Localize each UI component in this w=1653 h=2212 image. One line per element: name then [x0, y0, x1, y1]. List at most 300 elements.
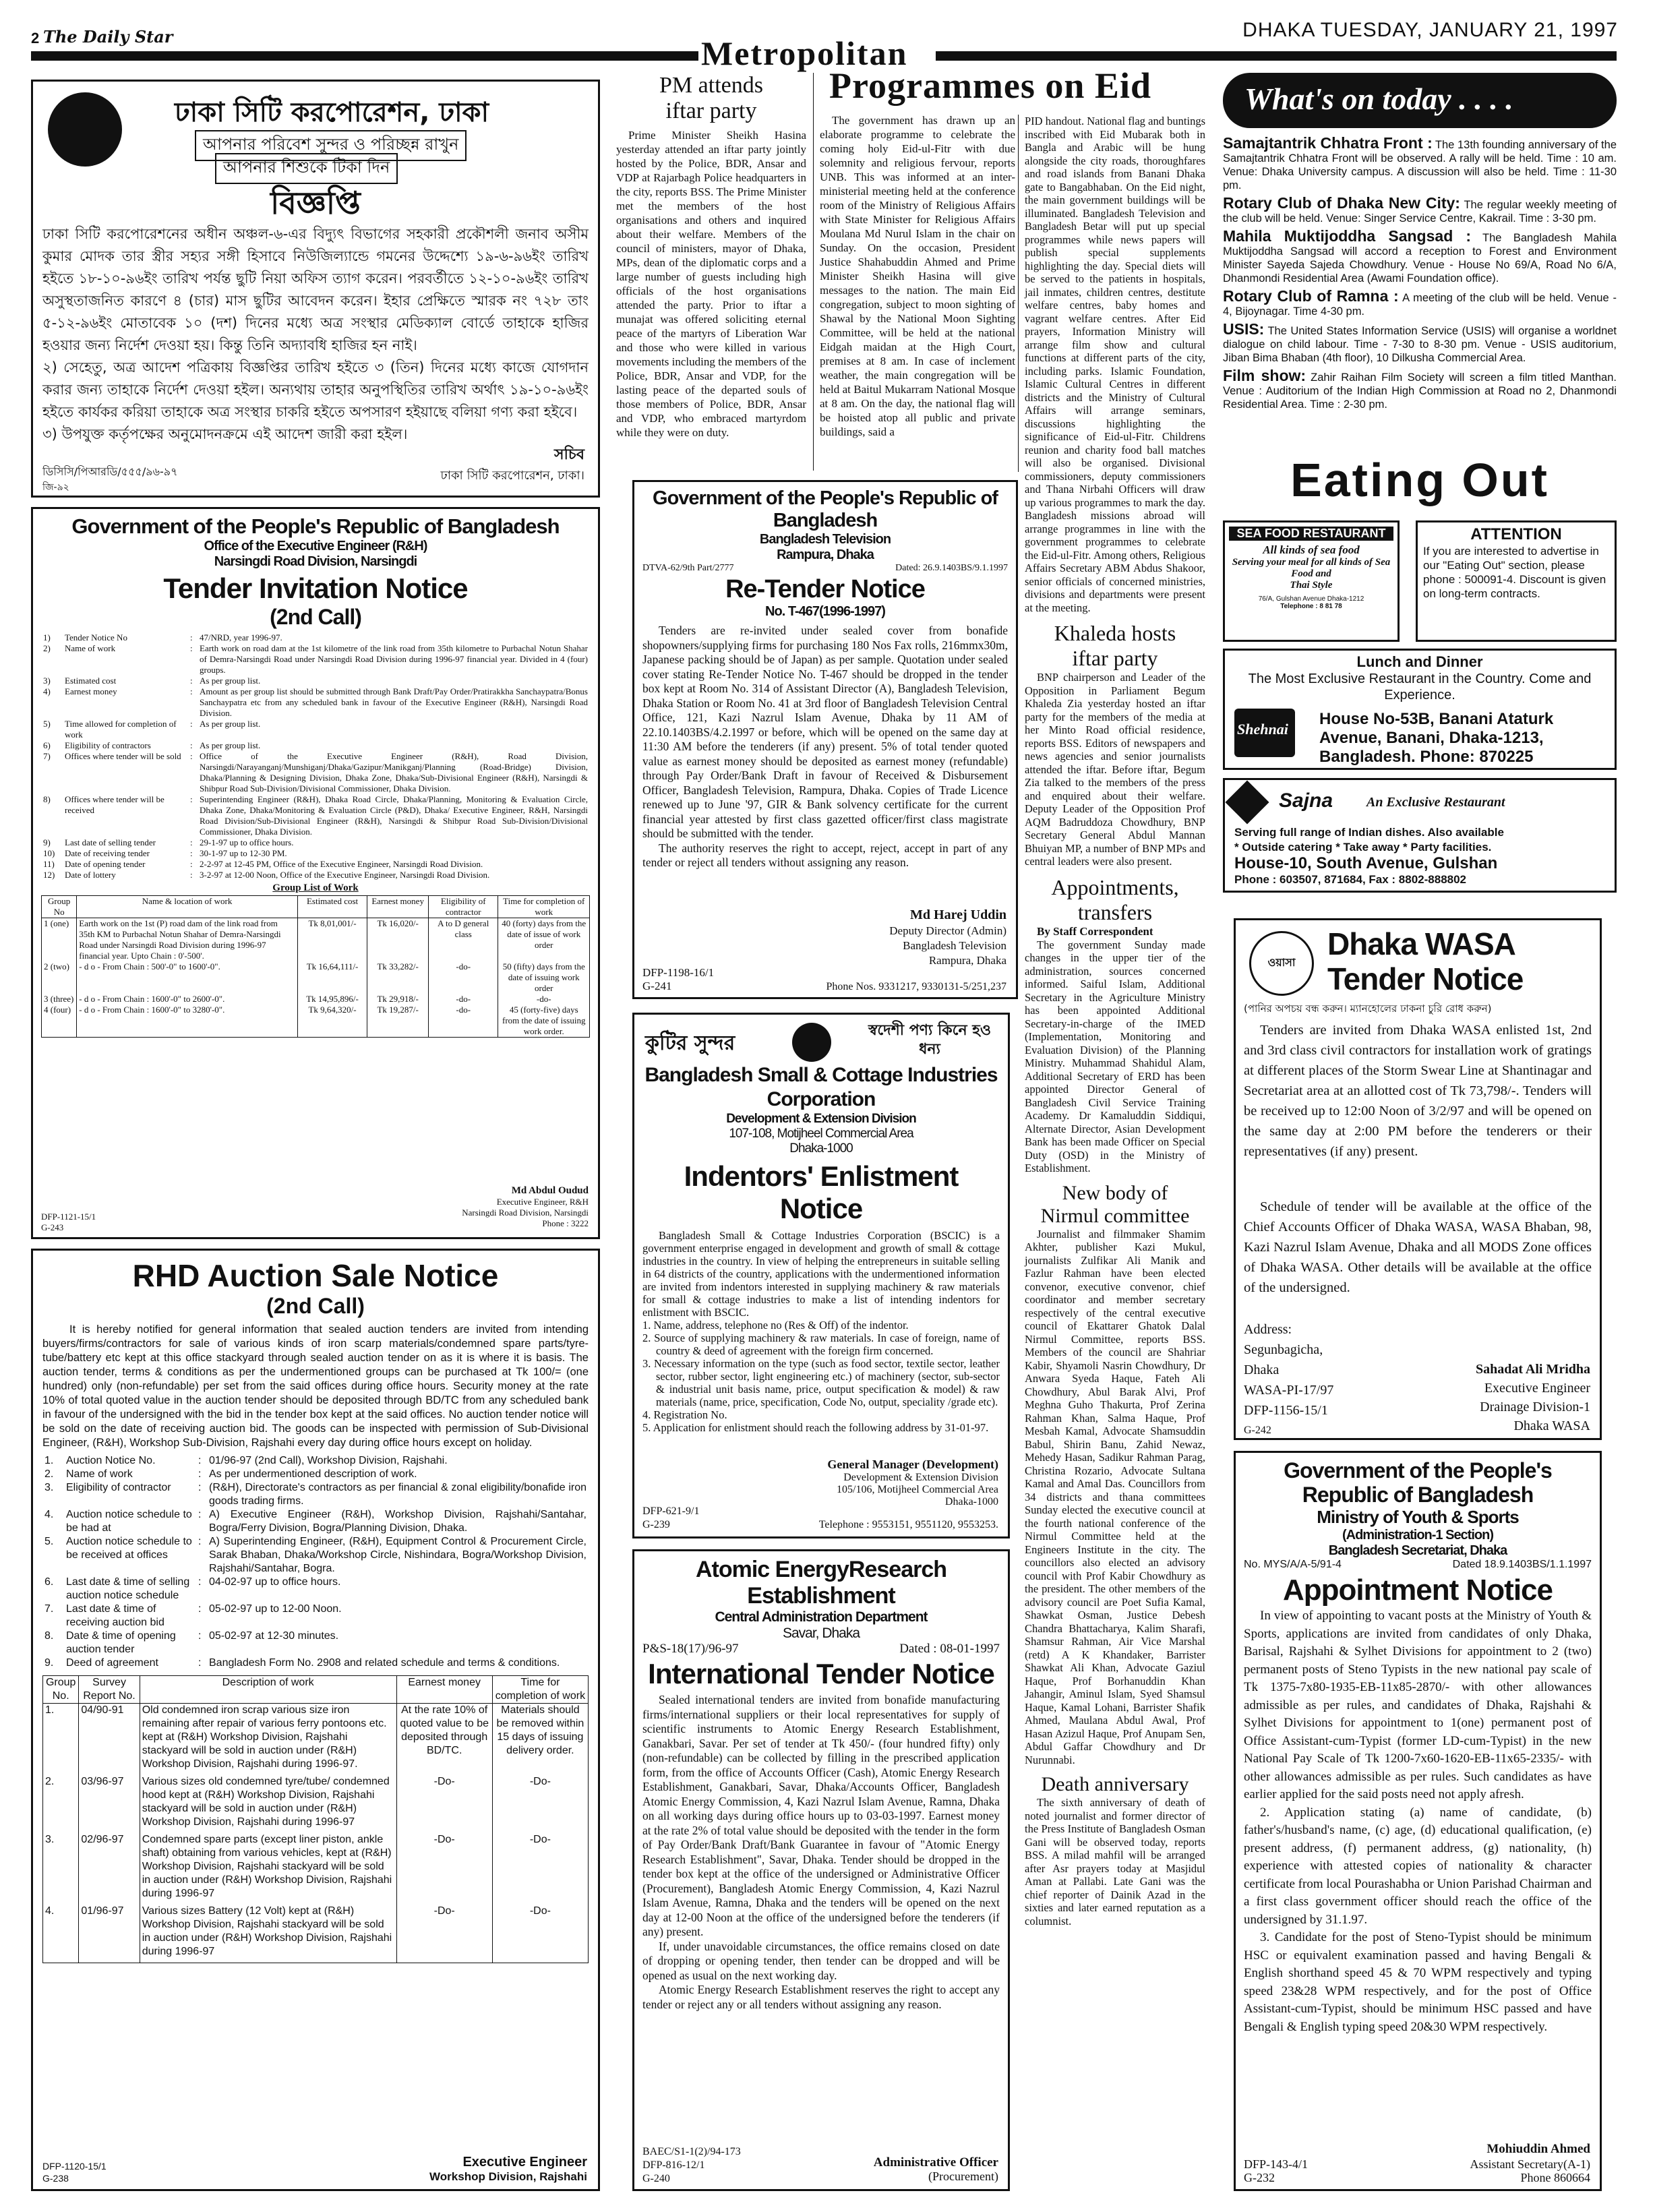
row-value: 3-2-97 at 12-00 Noon, Office of the Executive Engineer, Narsingdi Road Division. — [200, 870, 490, 880]
row-colon: : — [198, 1576, 202, 1588]
btv-body-2: The authority reserves the right to accept, reject, accept in part of any tender or reject all tenders without assigning any reason. — [642, 841, 1008, 869]
group-cell: - d o - From Chain : 500'-0" to 1600'-0". — [77, 961, 298, 994]
youth-refline — [1244, 1559, 1592, 1574]
youth-govt-1: Government of the People's — [1284, 1458, 1552, 1483]
auction-row — [43, 1905, 589, 1963]
bscic-division: Development & Extension Division — [726, 1112, 916, 1126]
dcc-slogan-2: আপনার শিশুকে টিকা দিন — [215, 153, 398, 184]
row-colon: : — [190, 643, 193, 653]
btv-signer: Md Harej Uddin — [910, 907, 1006, 922]
bscic-phone: Telephone : 9553151, 9551120, 9553253. — [818, 1519, 998, 1530]
nirmul-body: Journalist and filmmaker Shamim Akhter, publisher Kazi Mukul, journalists Zulfikar Ali Manik and Fazlur Rahman have been elected convenor, executive convenor, chief coordinator and member secretary respectively of the central executive council of Ekattarer Ghatok Dalal Nirmul Committee, reports BSS. Members of the council are Shahriar Kabir, Shyamoli Nasrin Chowdhury, Dr Anwara Syeda Haque, Fateh Ali Chowdhury, Abul Barak Alvi, Prof Meghna Guho Thakurta, Prof Zerina Rahman Khan, Salma Haque, Prof Mesbah Kamal, Advocate Shamsuddin Babul, Shirin Banu, Zahid Newaz, Mehedy Hasan, Sadikur Rahman Parag, Christina Rozario, Advocate Sultana Kamal and Amal Das. Councillors from 34 districts and thana committees Sunday elected the executive council at the fourth national conference of the Nirmul Committee held at the Engineers Institute in the city. The councillors also elected an advisory council with Prof Kabir Chowdhury as the president. The other members of the advisory council are Poet Sufia Kamal, Shawkat Osman, Justice Debesh Chandra Bhattacharya, Kalim Sharafi, Shamsur Rahman, Air Vice Marshal (retd) A K Khandaker, Barrister Shawkat Ali Khan, Advocate Gaziul Haque, Prof Borhanuddin Khan Jahangir, Aminul Islam, Syed Shamsul Haque, Kamal Lohani, Barrister Shafik Ahmed, Maulana Abdul Awal, Prof Hasan Azizul Haque, Prof Anupam Sen, Abdul Gaffar Chowdhury and Dr Nurunnabi. — [1025, 1227, 1205, 1766]
bscic-signer-addr: 105/106, Motijheel Commercial Area — [837, 1484, 998, 1495]
auction-detail-row — [42, 1535, 589, 1576]
tender-detail-row — [41, 740, 590, 751]
group-cell: Tk 14,95,896/- — [297, 994, 367, 1005]
row-value: Office of the Executive Engineer (R&H), Road Division, Narsingdi/Narayanganj/Munshiganj/Dhaka/Gazipur/Manikganj/Planning (Road-Bridge) Division, Dhaka/Planning & Designing Division, Dhaka Zone, Dhaka/Sub-Divisional Engineer (R&H), Narsingdi & Shibpur Road Sub-Division/Divisional Commissioner, Dhaka Division. — [200, 751, 588, 794]
right-news-column — [1025, 115, 1205, 2191]
bscic-signer: General Manager (Development) — [827, 1458, 998, 1471]
row-value: Earth work on road dam at the 1st kilometre of the link road from 35th kilometre to Purbachal Notun Shahar of Demra-Narsingdi Road under Narsingdi Road Division during 1996-97 financial year. Divided in 4 (four) groups. — [200, 643, 588, 675]
youth-section: (Administration-1 Section) — [1342, 1528, 1493, 1543]
column-rule — [1018, 115, 1019, 472]
auction-cell: 1. — [43, 1704, 79, 1776]
youth-body-2: 2. Application stating (a) name of candidate, (b) father's/husband's name, (c) age, (d) educational qualification, (e) present address, (f) permanent address, (g) nationality, (h) experience with attested copies of nationality & character certificate from local Pourashabha or Union Parishad Chairman and a first class government officer should reach the office of the undersigned by 31.1.97. — [1244, 1805, 1592, 1927]
bscic-signer-org: Development & Extension Division — [843, 1472, 998, 1483]
wasa-signer-title: Executive Engineer — [1484, 1381, 1590, 1396]
bscic-item: 5. Application for enlistment should reach the following address by 31-01-97. — [642, 1421, 989, 1434]
row-colon: : — [190, 794, 193, 804]
bscic-title: Indentors' Enlistment Notice — [684, 1160, 959, 1224]
auction-cell: 3. — [43, 1833, 79, 1905]
atomic-place: Savar, Dhaka — [782, 1625, 860, 1641]
whats-on-item — [1223, 289, 1617, 318]
row-number: 9) — [43, 837, 51, 847]
youth-ministry: Ministry of Youth & Sports — [1317, 1507, 1519, 1527]
btv-code: G-241 — [642, 980, 672, 992]
row-number: 8. — [44, 1630, 54, 1642]
wasa-title-1: Dhaka WASA — [1327, 926, 1515, 961]
youth-body: In view of appointing to vacant posts at the Ministry of Youth & Sports, applications are invited from candidates of only Dhaka, Barisal, Rajshahi & Sylhet Divisions for appointment to 2 (two) permanent posts of Steno Typists in the new national pay scale of Tk 1375-7x80-1935-EB-11x85-2870/- with other allowances admissible as per rules, and candidates of Dhaka, Rajshahi & Sylhet Divisions for appointment to 1(one) permanent post of Office Assistant-cum-Typist (former LD-cum-Typist) in the new National Pay Scale of Tk 1200-7x60-1620-EB-11x65-2335/- with other allowances admissible as per rules. Such candidates as have earlier applied for the said posts need not apply afresh. — [1244, 1609, 1592, 1801]
row-colon: : — [190, 870, 193, 880]
pm-iftar-headline-2: iftar party — [665, 98, 757, 123]
row-number: 11) — [43, 859, 55, 869]
group-cell: 40 (forty) days from the date of issue of work order — [498, 918, 590, 962]
whats-on-item-name: USIS: — [1223, 320, 1265, 338]
seafood-name: SEA FOOD RESTAURANT — [1229, 527, 1393, 541]
row-value: As per group list. — [200, 740, 261, 750]
shehnai-addr-1: House No-53B, Banani Ataturk — [1319, 710, 1554, 728]
auction-cell: -Do- — [396, 1775, 492, 1833]
row-value: 47/NRD, year 1996-97. — [200, 632, 282, 642]
youth-title: Appointment Notice — [1283, 1574, 1553, 1607]
row-label: Name of work — [65, 643, 116, 653]
rhd-office: Office of the Executive Engineer (R&H) — [204, 539, 427, 554]
dcc-body — [42, 223, 589, 446]
bscic-address: 107-108, Motijheel Commercial Area — [729, 1127, 913, 1141]
shehnai-ad — [1223, 649, 1617, 770]
page-number: 2 — [31, 30, 40, 47]
khaleda-headline-1: Khaleda hosts — [1054, 621, 1176, 645]
btv-ref-no: DTVA-62/9th Part/2777 — [642, 563, 734, 573]
row-colon: : — [198, 1468, 202, 1480]
shehnai-addr-3: Bangladesh. Phone: 870225 — [1319, 748, 1534, 766]
group-cell: 3 (three) — [42, 994, 77, 1005]
row-number: 6. — [44, 1576, 54, 1588]
rhd-subtitle: (2nd Call) — [270, 605, 361, 629]
seafood-addr: 76/A, Gulshan Avenue Dhaka-1212 — [1258, 595, 1364, 603]
row-number: 6) — [43, 740, 51, 750]
wasa-slogan: (পানির অপচয় বন্ধ করুন। ম্যানহোলের ঢাকনা চুরি রোধ করুন) — [1244, 1003, 1492, 1015]
group-cell: 1 (one) — [42, 918, 77, 962]
row-value: 04-02-97 up to office hours. — [209, 1576, 341, 1588]
youth-govt-2: Republic of Bangladesh — [1302, 1483, 1534, 1507]
pm-iftar-story — [616, 73, 806, 471]
tender-detail-row — [41, 643, 590, 676]
whats-on-title: What's on today . . . . — [1244, 81, 1603, 117]
row-value: (R&H), Directorate's contractors as per financial & zonal eligibility/bonafide iron goods trading firms. — [209, 1482, 587, 1507]
sajna-logo-icon — [1225, 780, 1269, 824]
wasa-notice — [1234, 918, 1602, 1440]
atomic-notice — [632, 1549, 1010, 2191]
whats-on-item-name: Rotary Club of Dhaka New City: — [1223, 194, 1460, 212]
wasa-address-block — [1244, 1319, 1333, 1440]
bscic-notice — [632, 1013, 1010, 1538]
auction-row — [43, 1775, 589, 1833]
btv-govt: Government of the People's Republic of Bangladesh — [653, 487, 998, 531]
atomic-refline — [642, 1642, 1000, 1658]
row-label: Auction Notice No. — [66, 1455, 156, 1466]
auction-cell: 01/96-97 — [79, 1905, 140, 1963]
group-cell: Tk 19,287/- — [367, 1005, 429, 1038]
pm-iftar-headline-1: PM attends — [659, 73, 763, 98]
auction-cell: -Do- — [396, 1905, 492, 1963]
auction-cell: Old condemned iron scrap various size iron remaining after repair of various ferry pontoons etc. kept at (R&H) Workshop Division, Rajshahi stackyard will be sold in auction under (R&H) Workshop Division, Rajshahi during 1996-97. — [140, 1704, 396, 1776]
atomic-body: Sealed international tenders are invited from bonafide manufacturing firms/international suppliers or their local representatives for supply of scientific instruments to Atomic Energy Research Establishment, Ganakbari, Savar. Per set of tender at Tk 450/- (four hundred fifty) only (non-refundable) can be collected by filling in the prescribed application form, from the office of Accounts Officer (Cash), Atomic Energy Research Establishment, Ganakbari, Savar, Dhaka/Accounts Officer, Bangladesh Atomic Energy Commission, 4, Kazi Nazrul Islam Avenue, Ramna, Dhaka on all working days during office hours up to 03-03-1997. Earnest money at the rate 2% of total value should be deposited with the tender in the form of Pay Order/Bank Draft/Bank Guarantee in favour of "Atomic Energy Research Establishment", Savar, Dhaka. Tender should be dropped in the tender box kept at the office of the undersigned or Administrative Officer (Procurement), Bangladesh Atomic Energy Commission, 4, Kazi Nazrul Islam Avenue, Ramna, Dhaka and the tenders will be opened on the next day at 12-00 Noon at the office of the undersigned before the tenderers (if any) present. — [642, 1693, 1000, 1938]
youth-phone: Phone 860664 — [1520, 2171, 1590, 2184]
row-number: 4. — [44, 1509, 54, 1520]
whats-on-item — [1223, 369, 1617, 411]
youth-dated: Dated 18.9.1403BS/1.1.1997 — [1452, 1559, 1592, 1570]
group-header-row — [42, 896, 590, 918]
row-label: Name of work — [66, 1468, 133, 1480]
whats-on-today — [1223, 73, 1617, 450]
rhd-auction-notice — [31, 1249, 600, 2191]
row-number: 8) — [43, 794, 51, 804]
auction-header-cell: Survey Report No. — [79, 1676, 140, 1704]
attention-text: If you are interested to advertise in our "Eating Out" section, please phone : 500091-4. Discount is given on long-term contracts. — [1423, 545, 1606, 600]
sajna-tag: An Exclusive Restaurant — [1366, 795, 1505, 810]
row-colon: : — [198, 1455, 202, 1466]
row-number: 5. — [44, 1536, 54, 1547]
auction-row — [43, 1704, 589, 1776]
death-anniv-body: The sixth anniversary of death of noted journalist and former director of the Press Institute of Bangladesh Osman Gani will be observed today, reports BSS. A milad mahfil will be arranged after Asr prayers today at Masjidul Aman at Pallabi. Late Gani was the chief reporter of Dainik Azad in the sixties and later earned reputation as a columnist. — [1025, 1796, 1205, 1927]
atomic-signer: Administrative Officer — [873, 2155, 998, 2170]
auction-detail-row — [42, 1454, 589, 1468]
group-cell: - d o - From Chain : 1600'-0" to 2600'-0". — [77, 994, 298, 1005]
khaleda-headline-2: iftar party — [1072, 646, 1158, 670]
auction-cell: At the rate 10% of quoted value to be deposited through BD/TC. — [396, 1704, 492, 1776]
row-value: Superintending Engineer (R&H), Dhaka Road Circle, Dhaka/Planning, Monitoring & Evaluation Circle, Dhaka Zone, Dhaka/Monitoring & Evaluation Circle (P&D), Dhaka/ Executive Engineer, R&H, Narsingdi Road Division/Sub-Divisional Engineer (R&H), Narsingdi & Shibpur Road Sub-Division/Divisional Commissioner, Dhaka Division. — [200, 794, 588, 837]
youth-signer: Mohiuddin Ahmed — [1486, 2142, 1590, 2156]
attention-title: ATTENTION — [1470, 525, 1562, 543]
row-label: Last date of selling tender — [65, 837, 156, 847]
btv-dated: Dated: 26.9.1403BS/9.1.1997 — [895, 563, 1008, 573]
sajna-line-2: * Outside catering * Take away * Party facilities. — [1234, 841, 1492, 854]
auction-signer-org: Workshop Division, Rajshahi — [429, 2170, 587, 2183]
row-number: 2. — [44, 1468, 54, 1480]
atomic-ref-2: DFP-816-12/1 — [642, 2159, 705, 2171]
group-cell: - d o - From Chain : 1600'-0" to 3280'-0". — [77, 1005, 298, 1038]
row-colon: : — [198, 1482, 202, 1493]
wasa-ref-2: DFP-1156-15/1 — [1244, 1403, 1328, 1418]
row-colon: : — [190, 686, 193, 696]
rhd-code: G-243 — [41, 1222, 64, 1232]
auction-ref: DFP-1120-15/1 — [42, 2161, 107, 2172]
auction-header-cell: Description of work — [140, 1676, 396, 1704]
group-row — [42, 1005, 590, 1038]
group-cell: A to D general class — [428, 918, 498, 962]
row-value: As per group list. — [200, 676, 261, 686]
row-number: 9. — [44, 1657, 54, 1669]
auction-cell: -Do- — [396, 1833, 492, 1905]
tender-detail-row — [41, 859, 590, 870]
btv-place: Rampura, Dhaka — [777, 547, 874, 562]
row-label: Eligibility of contractors — [65, 740, 151, 750]
appointments-headline-1: Appointments, — [1051, 874, 1179, 899]
auction-details-table — [42, 1454, 589, 1670]
group-header-cell: Group No — [42, 896, 77, 918]
row-colon: : — [198, 1536, 202, 1547]
btv-phone: Phone Nos. 9331217, 9330131-5/251,237 — [826, 981, 1006, 992]
auction-detail-row — [42, 1508, 589, 1535]
death-anniv-headline: Death anniversary — [1041, 1773, 1189, 1795]
atomic-title-1: Atomic EnergyResearch — [695, 1557, 947, 1582]
wasa-code: G-242 — [1244, 1425, 1271, 1436]
dcc-item-2: ২) সেহেতু, অত্র আদেশ পত্রিকায় বিজ্ঞপ্তির তারিখ হইতে ৩ (তিন) দিনের মধ্যে কাজে যোগদান করার জন্য তাহাকে নির্দেশ দেওয়া হইল। অন্যথায় তাহার অনুপস্থিতির তারিখ অর্থাৎ ১৯-১০-৯৬ইং হইতে কার্যকর করিয়া তাহাকে অত্র সংস্থার চাকরি হইতে অপসারণ হইয়াছে বলিয়া গণ্য করা হইবে। — [42, 359, 589, 420]
row-label: Auction notice schedule to be had at — [66, 1509, 192, 1534]
tender-detail-row — [41, 719, 590, 740]
appointments-body: The government Sunday made changes in the upper tier of the administration, sources concerned informed. Saiful Islam, Additional Secretary in the Agriculture Ministry has been appointed Additional Secretary-in-charge of the IMED (Implementation, Monitoring and Evaluation Division) of the Planning Ministry. Muhammad Shahidul Alam, Additional Secretary of ERD has been appointed Director General of Bangladesh Civil Service Training Academy. Dr Kamaluddin Siddiqui, Alternate Director, Asian Development Bank has been made Officer on Special Duty (OSD) in the Ministry of Establishment. — [1025, 938, 1205, 1174]
row-label: Last date & time of selling auction notice schedule — [66, 1576, 190, 1601]
auction-cell: Materials should be removed within 15 days of issuing delivery order. — [492, 1704, 588, 1776]
rhd-ref: DFP-1121-15/1 — [41, 1212, 96, 1222]
group-header-cell: Estimated cost — [297, 896, 367, 918]
tender-detail-row — [41, 837, 590, 848]
bscic-logo-left: কুটির সুন্দর — [645, 1032, 735, 1055]
whats-on-item-text: The Bangladesh Mahila Muktijoddha Sangsad will accord a reception to Forest and Environment Minister Sayeda Sajeda Chowdhury. Venue - House No 69/A, Road No 6/A, Dhanmondi Residential Area (Awami Foundation office). — [1223, 232, 1617, 285]
dcc-signer-org: ঢাকা সিটি করপোরেশন, ঢাকা। — [440, 469, 584, 483]
row-colon: : — [190, 848, 193, 858]
group-header-cell: Name & location of work — [77, 896, 298, 918]
row-label: Tender Notice No — [65, 632, 127, 642]
group-cell: Tk 33,282/- — [367, 961, 429, 994]
sajna-line-1: Serving full range of Indian dishes. Also available — [1234, 826, 1504, 839]
row-value: 2-2-97 at 12-45 PM, Office of the Executive Engineer, Narsingdi Road Division. — [200, 859, 483, 869]
row-label: Deed of agreement — [66, 1657, 158, 1669]
group-cell: -do- — [498, 994, 590, 1005]
rhd-group-title: Group List of Work — [272, 883, 359, 893]
atomic-title: International Tender Notice — [648, 1658, 994, 1690]
eating-out-section — [1223, 453, 1617, 898]
atomic-dept: Central Administration Department — [715, 1609, 928, 1625]
auction-cell: Condemned spare parts (except liner piston, ankle shaft) obtaining from various vehicles, kept at (R&H) Workshop Division, Rajshahi stackyard will be sold in auction under (R&H) Workshop Division, Rajshahi during 1996-97 — [140, 1833, 396, 1905]
whats-on-item-text: Zahir Raihan Film Society will screen a film titled Manthan. Venue : Auditorium of the Indian High Commission at Road no 2, Dhanmondi Residential Area. Time : 2-30 pm. — [1223, 371, 1617, 411]
group-header-cell: Eligibility of contractor — [428, 896, 498, 918]
row-value: A) Executive Engineer (R&H), Workshop Division, Rajshahi/Santahar, Bogra/Ferry Division, Bogra/Planning Division, Dhaka. — [209, 1509, 587, 1534]
auction-detail-row — [42, 1603, 589, 1630]
wasa-body: Tenders are invited from Dhaka WASA enlisted 1st, 2nd and 3rd class civil contractors for installation work of gratings at different places of the Storm Swear Line at Shantinagar and Secretariat area at an allotted cost of Tk 73,798/-. Tenders will be received up to 12:00 Noon of 3/2/97 and will be opened on the same day at 2:00 PM before the tenderers or their representatives (if any) present. — [1244, 1023, 1592, 1159]
whats-on-item-name: Mahila Muktijoddha Sangsad : — [1223, 227, 1472, 245]
masthead-rule-right — [936, 51, 1617, 61]
group-cell: -do- — [428, 961, 498, 994]
auction-cell: Various sizes Battery (12 Volt) kept at (R&H) Workshop Division, Rajshahi stackyard will be sold in auction under (R&H) Workshop Division, Rajshahi during 1996-97 — [140, 1905, 396, 1963]
wasa-addr-2: Dhaka — [1244, 1363, 1280, 1377]
eid-body-col-2: PID handout. National flag and buntings inscribed with Eid Mubarak both in Bangla and Arabic will be hung alongside the city roads, thoroughfares and road islands from Banani Dhaka gate to Bangabhaban. On the Eid night, the main government buildings will be illuminated. Bangladesh Television and Bangladesh Betar will put up special programmes while news papers will publish special supplements highlighting the day. Special diets will be served to the patients in hospitals, jail inmates, children centres, destitute welfare centres, baby homes and vagrant welfare centres. After Eid prayers, Information Ministry will arrange film show and cultural functions at different parts of the city, including parks. Islamic Foundation, Islamic Cultural Centres in different districts and the Ministry of Cultural Affairs will arrange seminars, discussions highlighting the significance of Eid-ul-Fitr. Childrens reunion and charity food ball matches will also be organised. Divisional commissioners, deputy commissioners and Thana Nirbahi Officers will draw up various programmes to mark the day. Bangladesh missions abroad will arrange programmes in line with the government programmes to celebrate the Eid-ul-Fitr. Among others, Religious Affairs Secretary ABM Abdus Shakoor, senior officials of concerned ministries, divisions and departments were present at the meeting. — [1025, 115, 1205, 614]
whats-on-item — [1223, 322, 1617, 365]
bscic-org: Bangladesh Small & Cottage Industries Corporation — [644, 1064, 998, 1110]
row-value: 30-1-97 up to 12-30 PM. — [200, 848, 287, 858]
row-label: Time allowed for completion of work — [65, 719, 177, 740]
row-number: 3. — [44, 1482, 54, 1493]
atomic-signer-sub: (Procurement) — [928, 2170, 998, 2183]
btv-body: Tenders are re-invited under sealed cover from bonafide shopowners/supplying firms for purchasing 180 Nos Fax rolls, 216mmx30m, Japanese packing should be of Japan) as per sample. Quotation under sealed cover stating Re-Tender Notice No. T-467 should be dropped in the tender box kept at Room No. 314 of Assistant Director (A), Bangladesh Television, Dhaka Station or Room No. 41 at 3rd floor of Bangladesh Television Central Office, 121, Kazi Nazrul Islam Avenue, Dhaka by 11 AM of 22.10.1403BS/4.2.1997 or before, which will be opened on the same day at 11:30 AM before the tenderers (if any) present. 5% of total tender quoted value as earnest money should be deposited as earnest money (refundable) through Pay Order/Bank Draft in favour of Received & Disbursement Officer, Bangladesh Television, Rampura, Dhaka. Copies of Trade Licence renewed up to June '97, GIR & Bank solvency certificate for the current financial year attested by first class gazetted officer/first class magistrate should be submitted with the tender. — [642, 624, 1008, 840]
youth-signer-title: Assistant Secretary(A-1) — [1470, 2157, 1590, 2171]
nirmul-headline-2: Nirmul committee — [1040, 1204, 1190, 1227]
row-value: Bangladesh Form No. 2908 and related schedule and terms & conditions. — [209, 1657, 560, 1669]
group-cell: Tk 8,01,001/- — [297, 918, 367, 962]
whats-on-item-name: Samajtantrik Chhatra Front : — [1223, 134, 1433, 152]
sajna-line-3: House-10, South Avenue, Gulshan — [1234, 854, 1498, 872]
wasa-body-2: Schedule of tender will be available at the office of the Chief Accounts Officer of Dhaka WASA, WASA Bhaban, 98, Kazi Nazrul Islam Avenue, Dhaka and all MODS Zone offices of Dhaka WASA. Other details will be available at the office of the undersigned. — [1244, 1199, 1592, 1295]
rhd-signer-org: Narsingdi Road Division, Narsingdi — [462, 1207, 589, 1218]
column-rule — [813, 73, 814, 471]
atomic-body-3: Atomic Energy Research Establishment reserves the right to accept any tender or reject any or all tenders without assigning any reason. — [642, 1983, 1000, 2011]
wasa-signer-div: Drainage Division-1 — [1480, 1400, 1590, 1414]
tender-detail-row — [41, 848, 590, 859]
row-value: 05-02-97 up to 12-00 Noon. — [209, 1603, 342, 1615]
dcc-logo — [48, 92, 122, 167]
group-cell: -do- — [428, 994, 498, 1005]
btv-refline — [642, 563, 1008, 575]
whats-on-item-text — [1471, 231, 1482, 244]
nirmul-headline-1: New body of — [1062, 1181, 1168, 1204]
seafood-phone: Telephone : 8 81 78 — [1280, 603, 1342, 610]
auction-cell: -Do- — [492, 1775, 588, 1833]
row-colon: : — [198, 1603, 202, 1615]
row-colon: : — [190, 719, 193, 729]
row-number: 7. — [44, 1603, 54, 1615]
row-number: 2) — [43, 643, 51, 653]
youth-code: G-232 — [1244, 2171, 1275, 2184]
row-number: 1. — [44, 1455, 54, 1466]
attention-box — [1416, 520, 1617, 642]
seafood-line-2: Serving your meal for all kinds of Sea Food and — [1232, 557, 1391, 579]
tender-detail-row — [41, 676, 590, 686]
bscic-items-list — [642, 1319, 1000, 1434]
group-cell: Tk 9,64,320/- — [297, 1005, 367, 1038]
bscic-item: 2. Source of supplying machinery & raw materials. In case of foreign, name of country & deed of agreement with the foreign firm concerned. — [642, 1332, 1000, 1357]
auction-cell: 04/90-91 — [79, 1704, 140, 1776]
whats-on-item-text: A meeting of the club will be held. Venue - 4, Bijoynagar. Time 4-30 pm. — [1223, 292, 1617, 318]
row-value: As per group list. — [200, 719, 261, 729]
auction-cell: -Do- — [492, 1905, 588, 1963]
row-colon: : — [190, 837, 193, 847]
dcc-notice — [31, 80, 600, 498]
auction-body: It is hereby notified for general information that sealed auction tenders are invited from intending buyers/firms/contractors for sale of various kinds of iron scarp materials/condemned spare parts/tyre-tube/battery etc kept at this office stackyard through sealed auction tender on as it is where it is basis. The auction tender, terms & conditions as per the undermentioned groups can be purchased at Tk 100/= (one hundred) only (non-refundable) per set from the said offices during office hours. Security money at the rate 10% of total quoted value in the auction tender should be deposited through BD/TC from any scheduled bank in favour of the undersigned with the bid in the tender box kept at the said offices. No auction tender notice will be sold on the date of receiving auction bid. The goods can be inspected with permission of Sub-Divisional Engineer, (R&H), Workshop Sub-Division, Rajshahi every day during office hours except on holiday. — [42, 1323, 589, 1449]
group-cell: -do- — [428, 1005, 498, 1038]
youth-body-3: 3. Candidate for the post of Steno-Typist should be minimum HSC or equivalent examination passed and having Bengali & English shorthand speed 45 & 70 WPM respectively and typing speed 23&28 WPM respectively, and for the post of Office Assistant-cum-Typist, should be minimum HSC passed and have Bengali & English typing speed 20&30 WPM respectively. — [1244, 1930, 1592, 2034]
row-number: 5) — [43, 719, 51, 729]
wasa-signer: Sahadat Ali Mridha — [1475, 1362, 1590, 1377]
auction-code: G-238 — [42, 2173, 69, 2184]
sajna-ad — [1223, 778, 1617, 893]
dcc-code: জি-৯২ — [42, 482, 69, 493]
row-number: 1) — [43, 632, 51, 642]
bscic-city: Dhaka-1000 — [789, 1141, 853, 1156]
auction-title: RHD Auction Sale Notice — [132, 1258, 499, 1293]
youth-ref-no: No. MYS/A/A-5/91-4 — [1244, 1559, 1342, 1570]
bscic-emblem-icon — [792, 1023, 831, 1062]
btv-signer-title: Deputy Director (Admin) — [889, 924, 1006, 937]
group-row — [42, 994, 590, 1005]
group-header-cell: Earnest money — [367, 896, 429, 918]
auction-cell: 03/96-97 — [79, 1775, 140, 1833]
row-colon: : — [190, 676, 193, 686]
atomic-ref-no: P&S-18(17)/96-97 — [642, 1642, 739, 1656]
row-colon: : — [190, 751, 193, 761]
atomic-ref: BAEC/S1-1(2)/94-173 — [642, 2146, 741, 2157]
bscic-logo-row — [642, 1020, 1000, 1063]
sajna-name: Sajna — [1279, 789, 1333, 812]
row-colon: : — [198, 1630, 202, 1642]
eid-headline: Programmes on Eid — [829, 65, 1151, 106]
group-cell: Tk 29,918/- — [367, 994, 429, 1005]
shehnai-name: Shehnai — [1237, 721, 1288, 738]
group-cell: Earth work on the 1st (P) road dam of the link road from 35th KM to Purbachal Notun Shahar of Demra-Narsingdi Road under Narsingdi Road Division during 1996-97 financial year. Upto Chain : 0'-500'. — [77, 918, 298, 962]
whats-on-item — [1223, 196, 1617, 225]
auction-cell: -Do- — [492, 1833, 588, 1905]
btv-ref: DFP-1198-16/1 — [642, 966, 715, 979]
dcc-signer: সচিব — [554, 446, 584, 463]
whats-on-item-text: The 13th founding anniversary of the Samajtantrik Chhatra Front will be observed. A rally will be held. Time : 10 am. Venue: Dhaka University campus. A discussion will also be held. Time : 11-30 pm. — [1223, 139, 1617, 191]
btv-signer-org: Bangladesh Television — [903, 939, 1006, 952]
eid-body-col-1: The government has drawn up an elaborate programme to celebrate the coming holy Eid-ul-Fitr with due solemnity and religious fervour, reports UNB. This was informed at an inter-ministerial meeting held at the conference room of the Ministry of Religious Affairs with State Minister for Religious Affairs Moulana Md Nurul Islam in the chair on Sunday. On the occasion, President Justice Shahabuddin Ahmed and Prime Minister Sheikh Hasina will give messages to the nation. The main Eid congregation, subject to moon sighting of Shawal by the National Moon Sighting Committee, will be held at the national Eidgah maidan at the High Court, premises at 8 am. In case of inclement weather, the main congregation will be held at Baitul Mukarram National Mosque at 8 am. On the day, the national flag will be hoisted atop all public and private buildings, said a — [820, 114, 1015, 438]
seafood-line-3: Thai Style — [1290, 580, 1333, 591]
whats-on-item — [1223, 229, 1617, 285]
row-number: 3) — [43, 676, 51, 686]
khaleda-body: BNP chairperson and Leader of the Opposition in Parliament Begum Khaleda Zia yesterday hosted an iftar party for the members of the media at her Minto Road official residence, reports BSS. Editors of newspapers and news agencies and senior journalists attended the iftar. Before iftar, Begum Zia talked to the members of the press and enquired about their welfare. Deputy Leader of the Opposition Prof AQM Badruddoza Chowdhury, BNP Secretary General Abdul Mannan Bhuiyan MP, a number of BNP MPs and central leaders were also present. — [1025, 671, 1205, 868]
youth-notice — [1234, 1451, 1602, 2191]
group-cell: Tk 16,64,111/- — [297, 961, 367, 994]
tender-detail-row — [41, 870, 590, 880]
row-colon: : — [190, 859, 193, 869]
row-colon: : — [198, 1657, 202, 1669]
bscic-logo-right: স্বদেশী পণ্য কিনে হও ধন্য — [868, 1022, 992, 1058]
rhd-signer: Md Abdul Oudud — [511, 1185, 589, 1196]
rhd-signer-title: Executive Engineer, R&H — [496, 1197, 589, 1207]
dcc-org: ঢাকা সিটি করপোরেশন, ঢাকা — [175, 97, 489, 128]
auction-detail-row — [42, 1630, 589, 1656]
paper-name: The Daily Star — [43, 27, 173, 47]
row-number: 4) — [43, 686, 51, 696]
dcc-item-3: ৩) উপযুক্ত কর্তৃপক্ষের অনুমোদনক্রমে এই আদেশ জারী করা হইল। — [42, 426, 408, 442]
row-label: Date & time of opening auction tender — [66, 1630, 176, 1655]
whats-on-item-text: The United States Information Service (USIS) will organise a worldnet dialogue on child labour. Time - 7-30 to 8-30 pm. Venue - USIS auditorium, Jiban Bima Bhaban (4th floor), 10 Dilkusha Commercial Area. — [1223, 325, 1617, 364]
row-value: As per undermentioned description of work. — [209, 1468, 417, 1480]
wasa-title-2: Tender Notice — [1327, 961, 1524, 996]
whats-on-list — [1223, 136, 1617, 415]
bscic-item: 4. Registration No. — [642, 1408, 727, 1421]
whats-on-item-text: The regular weekly meeting of the club will be held. Venue: Singer Service Centre, Kakrail. Time : 3-30 pm. — [1223, 199, 1617, 225]
dcc-ref: ডিসিসি/পিআরডি/৫৫৫/৯৬-৯৭ — [42, 465, 178, 478]
rhd-division: Narsingdi Road Division, Narsingdi — [214, 554, 417, 569]
section-name: Metropolitan — [701, 34, 908, 72]
group-row — [42, 961, 590, 994]
auction-groups-table — [42, 1675, 589, 1963]
auction-subtitle: (2nd Call) — [266, 1294, 365, 1318]
auction-row — [43, 1833, 589, 1905]
row-number: 12) — [43, 870, 55, 880]
wasa-address-label: Address: — [1244, 1322, 1292, 1337]
btv-title: Re-Tender Notice — [725, 575, 925, 603]
row-value: Amount as per group list should be submitted through Bank Draft/Pay Order/Pratirakkha Sanchaypatra/Bonus Sanchaypatra etc from any scheduled bank in favour of the Executive Engineer (R&H), Narsingdi Road Division. — [200, 686, 588, 718]
wasa-signer-org: Dhaka WASA — [1513, 1418, 1590, 1433]
group-cell: 50 (fifty) days from the date of issuing work order — [498, 961, 590, 994]
auction-cell: 02/96-97 — [79, 1833, 140, 1905]
auction-detail-row — [42, 1481, 589, 1508]
auction-detail-row — [42, 1468, 589, 1481]
whats-on-item — [1223, 136, 1617, 192]
